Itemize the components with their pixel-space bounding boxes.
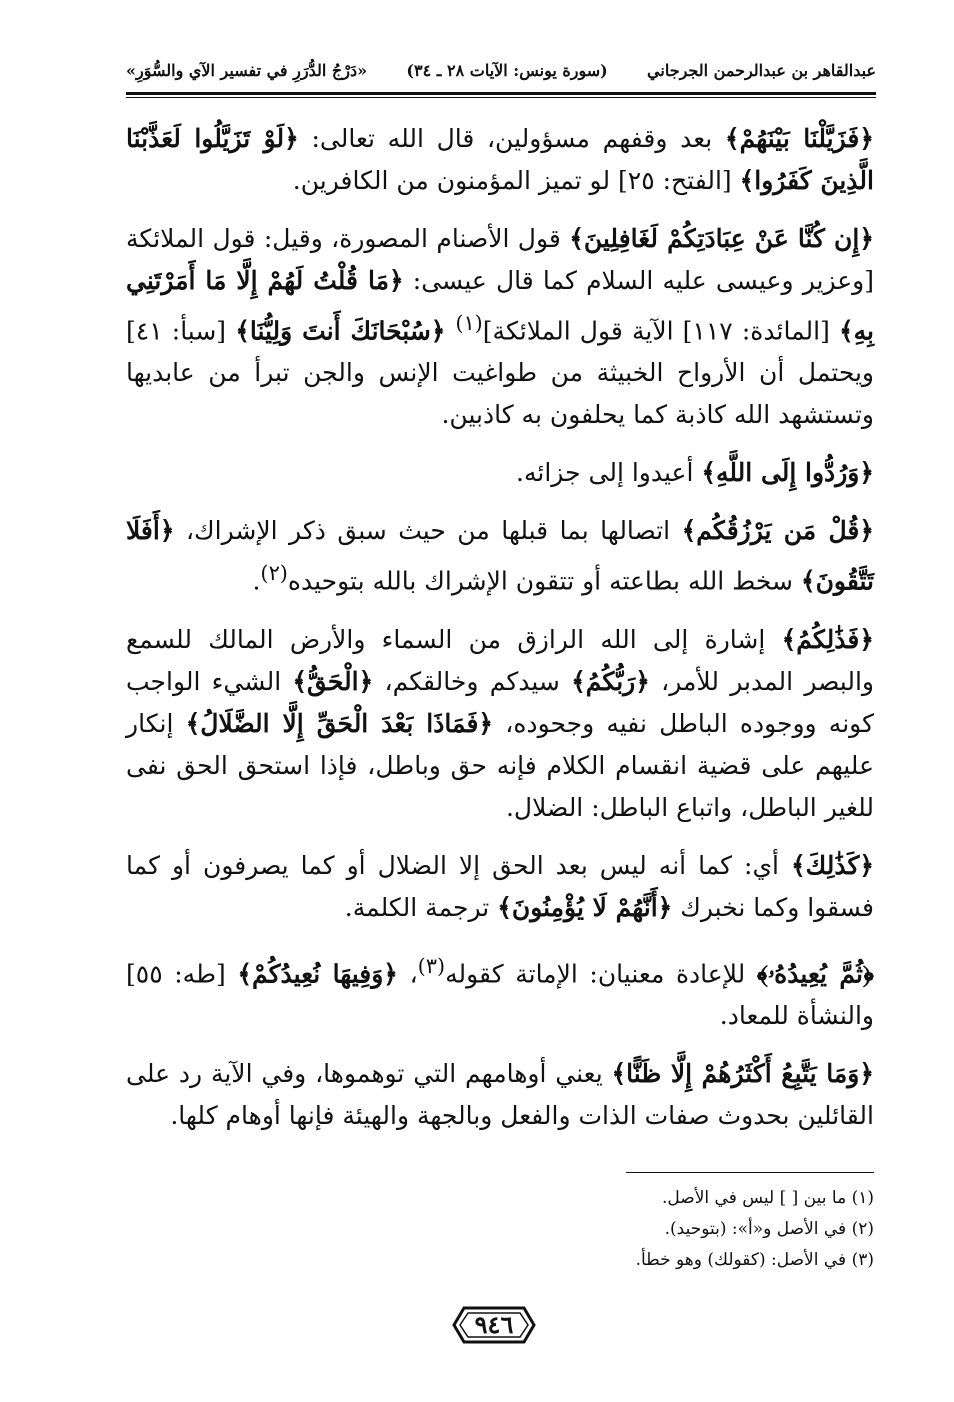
quran-quote: ﴿قُلْ مَن يَرْزُقُكُم﴾	[681, 516, 874, 546]
footnote: (٣) في الأصل: (كقولك) وهو خطأ.	[635, 1250, 874, 1270]
footnote: (٢) في الأصل و«أ»: (بتوحيد).	[664, 1219, 874, 1239]
footnotes	[126, 1183, 874, 1276]
paragraph	[126, 945, 874, 1037]
quran-quote: ﴿سُبْحَانَكَ أَنتَ وَلِيُّنَا﴾	[235, 316, 456, 346]
quran-quote: ﴿وَرُدُّوا إِلَى اللَّهِ﴾	[701, 458, 874, 488]
quran-quote: ﴿أَفَلَا تَتَّقُونَ﴾	[126, 516, 874, 596]
quran-quote: ﴿فَذَٰلِكُمُ﴾	[781, 624, 874, 654]
paragraph	[126, 619, 874, 829]
paragraph	[126, 510, 874, 602]
commentary-text: أعيدوا إلى جزائه.	[516, 458, 702, 488]
header-rule	[126, 92, 876, 95]
quran-quote: ﴿كَذَٰلِكَ﴾	[790, 850, 874, 880]
page-number: ٩٤٦	[474, 1310, 514, 1339]
footnote-ref: (٢)	[260, 561, 288, 586]
commentary-text: سيدكم وخالقكم،	[373, 666, 572, 696]
paragraph	[126, 1053, 874, 1137]
paragraph	[126, 218, 874, 436]
paragraph	[126, 845, 874, 929]
quran-quote: ﴿الْحَقُّ﴾	[292, 666, 374, 696]
header-author: عبدالقاهر بن عبدالرحمن الجرجاني	[647, 60, 876, 80]
running-header	[126, 52, 876, 88]
commentary-text: ،	[397, 958, 418, 988]
quran-quote: ﴿ثُمَّ يُعِيدُهُۥ﴾	[756, 958, 875, 988]
footnote-ref: (٣)	[417, 953, 446, 978]
commentary-text: .	[252, 566, 261, 596]
commentary-text: [سبأ: ٤١] ويحتمل أن الأرواح الخبيثة من طواغيت الإنس والجن تبرأ من عابديها وتستشهد الله كاذبة كما يحلفون به كاذبين.	[126, 316, 874, 430]
header-surah-range: (سورة يونس: الآيات ٢٨ ـ ٣٤)	[406, 60, 608, 80]
footnote-ref: (١)	[455, 311, 483, 335]
header-book-title: «دَرْجُ الدُّرَرِ في تفسير الآي والسُّوَرِ»	[126, 60, 368, 80]
quran-quote: ﴿فَمَاذَا بَعْدَ الْحَقِّ إِلَّا الضَّلَالُ﴾	[185, 708, 494, 738]
quran-quote: ﴿وَمَا يَتَّبِعُ أَكْثَرُهُمْ إِلَّا ظَنًّا﴾	[611, 1058, 874, 1088]
paragraph	[126, 452, 874, 494]
footnote-separator	[626, 1172, 874, 1173]
commentary-text: يعني أوهامهم التي توهموها، وفي الآية رد على القائلين بحدوث صفات الذات والفعل وبالجهة والهيئة فإنها أوهام كلها.	[126, 1058, 874, 1130]
main-text	[126, 118, 874, 1153]
quran-quote: ﴿مَا قُلْتُ لَهُمْ إِلَّا مَا أَمَرْتَنِي بِهِ﴾	[126, 266, 875, 346]
commentary-text: بعد وقفهم مسؤولين، قال الله تعالى:	[298, 124, 725, 153]
commentary-text: قول الأصنام المصورة، وقيل: قول الملائكة [وعزير وعيسى عليه السلام كما قال عيسى:	[126, 224, 874, 295]
quran-quote: ﴿أَنَّهُمْ لَا يُؤْمِنُونَ﴾	[497, 892, 673, 922]
commentary-text: الشيء الواجب كونه ووجوده الباطل نفيه وجحوده،	[126, 666, 874, 738]
commentary-text: أي: كما أنه ليس بعد الحق إلا الضلال أو كما يصرفون أو كما فسقوا وكما نخبرك	[126, 850, 874, 922]
quran-quote: ﴿إِن كُنَّا عَنْ عِبَادَتِكُمْ لَغَافِلِينَ﴾	[569, 224, 875, 253]
commentary-text: [الفتح: ٢٥] لو تميز المؤمنون من الكافرين.	[292, 166, 740, 195]
quran-quote: ﴿لَوْ تَزَيَّلُوا لَعَذَّبْنَا الَّذِينَ كَفَرُوا﴾	[126, 124, 874, 195]
commentary-text: ترجمة الكلمة.	[344, 892, 498, 922]
page-number-ornament	[450, 1302, 538, 1348]
quran-quote: ﴿رَبُّكُمُ﴾	[571, 666, 650, 696]
quran-quote: ﴿وَفِيهَا نُعِيدُكُمْ﴾	[237, 958, 398, 988]
footnote: (١) ما بين [ ] ليس في الأصل.	[661, 1188, 874, 1208]
paragraph	[126, 118, 874, 202]
commentary-text: اتصالها بما قبلها من حيث سبق ذكر الإشراك،	[174, 516, 682, 546]
commentary-text: [طه: ٥٥] والنشأة للمعاد.	[126, 958, 874, 1030]
quran-quote: ﴿فَزَيَّلْنَا بَيْنَهُمْ﴾	[724, 124, 874, 153]
commentary-text: [المائدة: ١١٧] الآية قول الملائكة]	[482, 316, 839, 346]
header-rule-thin	[126, 97, 876, 98]
commentary-text: إنكار عليهم على قضية انقسام الكلام فإنه حق وباطل، فإذا استحق الحق نفى للغير الباطل، واتباع الباطل: الضلال.	[126, 708, 874, 822]
commentary-text: إشارة إلى الله الرازق من السماء والأرض المالك للسمع والبصر المدبر للأمر،	[126, 624, 874, 696]
commentary-text: للإعادة معنيان: الإماتة كقوله	[445, 958, 757, 988]
commentary-text: سخط الله بطاعته أو تتقون الإشراك بالله بتوحيده	[287, 566, 801, 596]
